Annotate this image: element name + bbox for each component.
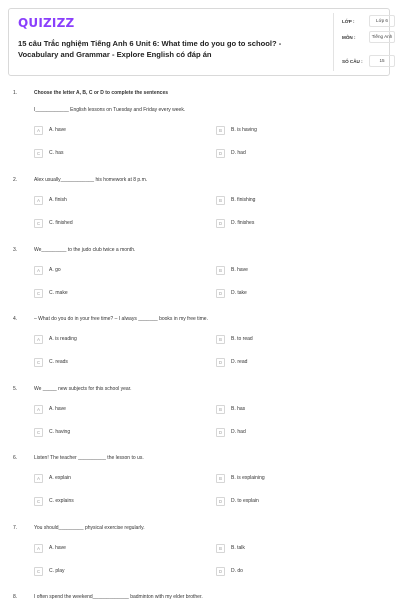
option-d-text: D. do (231, 568, 243, 574)
option-c-text: C. play (49, 568, 65, 574)
meta-grade-value: Lớp 6 (369, 15, 395, 27)
option-a-box: A (34, 544, 43, 553)
option-a-box: A (34, 196, 43, 205)
question-number: 8. (13, 594, 18, 600)
option-c-box: C (34, 497, 43, 506)
meta-count-value: 15 (369, 55, 395, 67)
option-c-text: C. having (49, 429, 71, 435)
option-a-box: A (34, 126, 43, 135)
option-b-text: B. have (231, 267, 248, 273)
option-c-box: C (34, 289, 43, 298)
question-text: We _____ new subjects for this school year. (34, 386, 132, 392)
option-c-box: C (34, 219, 43, 228)
option-b-box: B (216, 405, 225, 414)
option-d-box: D (216, 567, 225, 576)
option-c-box: C (34, 149, 43, 158)
option-b-box: B (216, 266, 225, 275)
meta-subject-label: MÔN : (342, 35, 356, 40)
question-text: – What do you do in your free time? – I always _______ books in my free time. (34, 316, 208, 322)
option-a-box: A (34, 474, 43, 483)
option-a-text: A. have (49, 127, 66, 133)
question-text: You should_________ physical exercise regularly. (34, 525, 145, 531)
option-a-text: A. have (49, 545, 66, 551)
option-d-box: D (216, 428, 225, 437)
header-divider (333, 13, 334, 71)
option-a-box: A (34, 335, 43, 344)
option-d-text: D. take (231, 290, 247, 296)
option-c-text: C. has (49, 150, 64, 156)
worksheet-title: 15 câu Trắc nghiệm Tiếng Anh 6 Unit 6: What time do you go to school? - Vocabulary and Grammar - Explore English có đáp án (18, 39, 282, 59)
option-c-box: C (34, 428, 43, 437)
option-d-text: D. to explain (231, 498, 259, 504)
worksheet-header (8, 8, 393, 76)
question-number: 5. (13, 386, 18, 392)
question-text: Alex usually____________ his homework at 8 p.m. (34, 177, 148, 183)
meta-grade-label: LỚP : (342, 19, 355, 24)
question-text: I____________ English lessons on Tuesday and Friday every week. (34, 107, 186, 113)
option-c-text: C. explains (49, 498, 74, 504)
option-b-box: B (216, 126, 225, 135)
option-d-box: D (216, 497, 225, 506)
option-c-text: C. finished (49, 220, 73, 226)
option-d-text: D. read (231, 359, 248, 365)
option-a-text: A. have (49, 406, 66, 412)
option-a-box: A (34, 405, 43, 414)
question-number: 2. (13, 177, 18, 183)
option-c-box: C (34, 358, 43, 367)
option-b-text: B. has (231, 406, 246, 412)
option-d-box: D (216, 149, 225, 158)
question-number: 7. (13, 525, 18, 531)
option-a-box: A (34, 266, 43, 275)
option-b-box: B (216, 196, 225, 205)
meta-subject-value: Tiếng Anh (369, 31, 395, 43)
option-b-box: B (216, 335, 225, 344)
question-number: 4. (13, 316, 18, 322)
option-d-box: D (216, 289, 225, 298)
option-b-box: B (216, 474, 225, 483)
option-b-text: B. is having (231, 127, 257, 133)
option-a-text: A. explain (49, 475, 71, 481)
meta-count-label: SỐ CÂU : (342, 59, 363, 64)
option-b-box: B (216, 544, 225, 553)
question-number: 3. (13, 247, 18, 253)
quizizz-logo: QUIZIZZ (18, 16, 75, 30)
option-d-text: D. had (231, 150, 246, 156)
option-a-text: A. is reading (49, 336, 77, 342)
option-c-box: C (34, 567, 43, 576)
question-text: We_________ to the judo club twice a month. (34, 247, 136, 253)
question-number: 1. (13, 90, 18, 96)
option-a-text: A. finish (49, 197, 67, 203)
option-d-text: D. had (231, 429, 246, 435)
option-d-box: D (216, 219, 225, 228)
option-d-text: D. finishes (231, 220, 255, 226)
option-b-text: B. is explaining (231, 475, 265, 481)
question-text: I often spend the weekend_____________ badminton with my elder brother. (34, 594, 203, 600)
option-a-text: A. go (49, 267, 61, 273)
instruction-text: Choose the letter A, B, C or D to complete the sentences (34, 90, 169, 96)
option-c-text: C. make (49, 290, 68, 296)
option-b-text: B. finishing (231, 197, 256, 203)
question-number: 6. (13, 455, 18, 461)
question-text: Listen! The teacher __________ the lesson to us. (34, 455, 144, 461)
option-c-text: C. reads (49, 359, 68, 365)
option-b-text: B. to read (231, 336, 253, 342)
option-d-box: D (216, 358, 225, 367)
option-b-text: B. talk (231, 545, 245, 551)
